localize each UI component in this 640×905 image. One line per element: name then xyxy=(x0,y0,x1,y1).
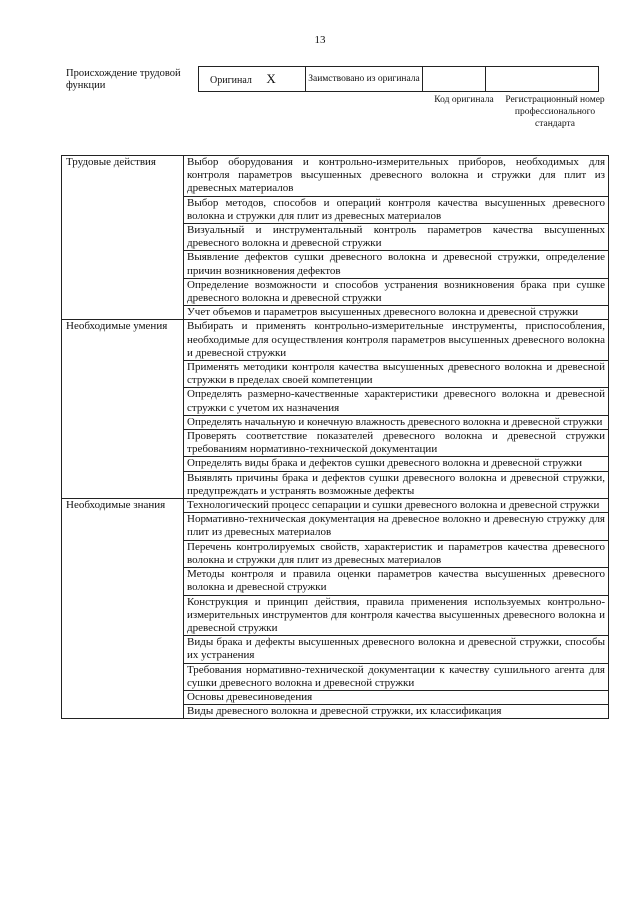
table-row xyxy=(62,156,609,197)
section-item: Конструкция и принцип действия, правила применения используемых контрольно-измерительных инструментов для контроля качества высушенных древесного волокна и древесной стружки xyxy=(184,595,609,636)
origin-label: Происхождение трудовой функции xyxy=(66,68,181,91)
section-item: Виды брака и дефекты высушенных древесного волокна и древесной стружки, способы их устранения xyxy=(184,636,609,663)
section-item: Определение возможности и способов устранения возникновения брака при сушке древесного волокна и древесной стружки xyxy=(184,278,609,305)
section-item: Визуальный и инструментальный контроль параметров качества высушенных древесного волокна и древесной стружки xyxy=(184,224,609,251)
section-item: Методы контроля и правила оценки параметров качества высушенных древесного волокна и древесной стружки xyxy=(184,568,609,595)
section-item: Требования нормативно-технической документации к качеству сушильного агента для сушки древесного волокна и древесной стружки xyxy=(184,663,609,690)
section-item: Технологический процесс сепарации и сушки древесного волокна и древесной стружки xyxy=(184,499,609,513)
section-item: Выбор оборудования и контрольно-измерительных приборов, необходимых для контроля параметров высушенных древесного волокна и стружки для плит из древесных материалов xyxy=(184,156,609,197)
section-item: Выявлять причины брака и дефектов сушки древесного волокна и древесной стружки, предупреждать и устранять возможные дефекты xyxy=(184,471,609,498)
section-item: Перечень контролируемых свойств, характеристик и параметров качества древесного волокна и стружки для плит из древесных материалов xyxy=(184,540,609,567)
original-label: Оригинал xyxy=(210,75,252,86)
section-title: Необходимые знания xyxy=(62,499,184,719)
section-item: Виды древесного волокна и древесной стружки, их классификация xyxy=(184,705,609,719)
code-cell xyxy=(423,67,486,92)
section-item: Применять методики контроля качества высушенных древесного волокна и древесной стружки в пределах своей компетенции xyxy=(184,361,609,388)
section-item: Выявление дефектов сушки древесного волокна и древесной стружки, определение причин возникновения дефектов xyxy=(184,251,609,278)
section-item: Нормативно-техническая документация на древесное волокно и древесную стружку для плит из древесных материалов xyxy=(184,513,609,540)
section-item: Выбирать и применять контрольно-измерительные инструменты, приспособления, необходимые для осуществления контроля параметров высушенных древесного волокна и древесной стружки xyxy=(184,320,609,361)
original-mark: X xyxy=(266,71,276,86)
section-item: Определять виды брака и дефектов сушки древесного волокна и древесной стружки xyxy=(184,457,609,471)
section-item: Основы древесиноведения xyxy=(184,690,609,704)
section-title: Необходимые умения xyxy=(62,320,184,499)
table-row xyxy=(62,320,609,361)
section-item: Учет объемов и параметров высушенных древесного волокна и древесной стружки xyxy=(184,306,609,320)
reg-cell xyxy=(486,67,599,92)
reg-label: Регистрационный номер профессионального стандарта xyxy=(505,95,605,129)
section-item: Проверять соответствие показателей древесного волокна и древесной стружки требованиям нормативно-технической документации xyxy=(184,430,609,457)
section-item: Выбор методов, способов и операций контроля качества высушенных древесного волокна и стружки для плит из древесных материалов xyxy=(184,196,609,223)
page-number: 13 xyxy=(314,34,326,46)
code-label: Код оригинала xyxy=(434,95,494,105)
origin-table xyxy=(198,66,599,92)
section-item: Определять размерно-качественные характеристики древесного волокна и древесной стружки с учетом их назначения xyxy=(184,388,609,415)
section-title: Трудовые действия xyxy=(62,156,184,320)
section-item: Определять начальную и конечную влажность древесного волокна и древесной стружки xyxy=(184,415,609,429)
table-row xyxy=(62,499,609,513)
function-table xyxy=(61,155,609,719)
borrowed-label: Заимствовано из оригинала xyxy=(306,67,423,92)
original-cell xyxy=(199,67,306,92)
